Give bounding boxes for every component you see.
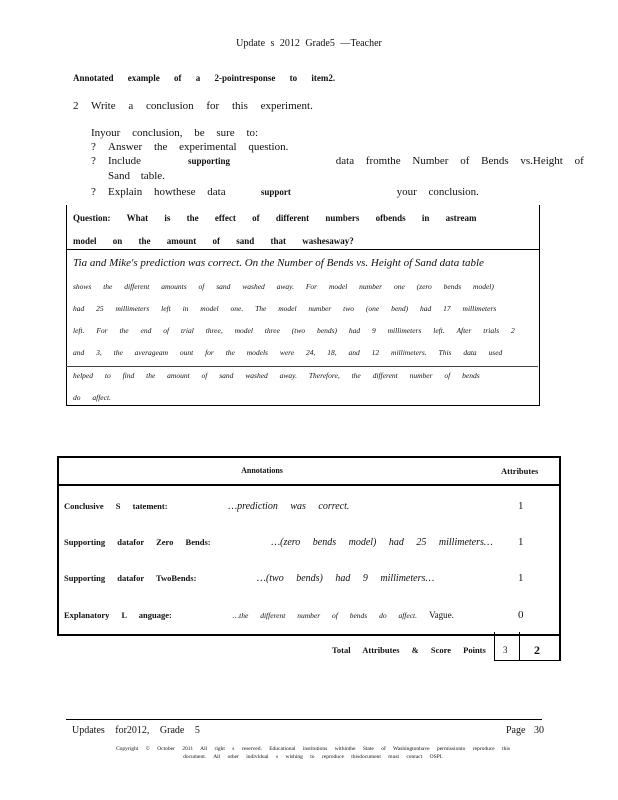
footer-divider (66, 719, 542, 720)
bullet-text-post: your conclusion. (396, 186, 479, 198)
row-value-tail: Vague. (429, 610, 454, 620)
bullet-text-pre: Include (108, 155, 141, 167)
table-header-attributes: Attributes (501, 466, 539, 476)
bullet-include (91, 155, 584, 167)
bullet-bold-word: support (260, 187, 291, 197)
bullet-include-cont: Sand table. (108, 170, 165, 182)
row-points: 1 (518, 500, 524, 512)
response-divider (66, 249, 539, 250)
annotated-example-title: Annotated example of a 2-pointresponse to item2. (73, 73, 336, 83)
response-line: left. For the end of trial three, model three (two bends) had 9 millimeters left. After trials 2 (73, 326, 515, 335)
table-row (64, 610, 454, 620)
page-header: Update s 2012 Grade5 —Teacher (236, 38, 382, 49)
bullet-text: Answer the experimental question. (108, 141, 289, 153)
bullet-bold-word: supporting (187, 156, 231, 166)
table-header-divider (57, 484, 561, 486)
question-instruction: Inyour conclusion, be sure to: (91, 127, 259, 139)
question-number: 2 (73, 100, 79, 112)
row-points: 0 (518, 609, 524, 621)
response-line: helped to find the amount of sand washed away. Therefore, the different number of bends (73, 371, 480, 380)
row-value: …the different number of bends do affect. (232, 611, 417, 620)
copyright-line: Copyright © October 2011 All right s reserved. Educational institutions withinthe State of Washingtonhave permissionto reproduce this (115, 746, 511, 752)
bullet-mark: ? (91, 186, 96, 198)
question-text: Write a conclusion for this experiment. (91, 100, 313, 112)
response-faint-divider (66, 366, 538, 367)
page-number: Page 30 (506, 725, 544, 736)
bullet-explain (91, 186, 479, 198)
row-label: Supporting datafor TwoBends: (64, 573, 197, 583)
response-line: had 25 millimeters left in model one. The model number two (one bend) had 17 millimeters (73, 304, 497, 313)
copyright-notice (88, 745, 538, 761)
copyright-line: document. All other individual s wishing to reproduce thisdocument must contact OSPI. (183, 754, 443, 760)
footer-left: Updates for2012, Grade 5 (72, 725, 200, 736)
response-question-line2: model on the amount of sand that washesaway? (73, 236, 354, 246)
row-label: Supporting datafor Zero Bends: (64, 537, 211, 547)
bullet-text-post: data fromthe Number of Bends vs.Height of (335, 155, 584, 167)
table-header-annotations: Annotations (241, 466, 283, 475)
total-label: Total Attributes & Score Points (332, 645, 486, 655)
total-score: 2 (534, 643, 540, 657)
bullet-mark: ? (91, 141, 96, 153)
total-attributes: 3 (503, 645, 508, 655)
total-right-border (559, 632, 561, 661)
response-line: and 3, the averageam ount for the models were 24, 18, and 12 millimeters. This data used (73, 348, 503, 357)
bullet-text-pre: Explain howthese data (108, 186, 226, 198)
total-bottom-border (494, 660, 561, 661)
response-line: do affect. (73, 393, 111, 402)
bullet-answer (91, 141, 288, 153)
row-label: Explanatory L anguage: (64, 610, 172, 620)
row-points: 1 (518, 572, 524, 584)
row-value: …(two bends) had 9 millimeters… (257, 573, 435, 584)
bullet-mark: ? (91, 155, 96, 167)
table-row (64, 501, 349, 512)
table-row (64, 537, 493, 548)
response-line-first: Tia and Mike's prediction was correct. On the Number of Bends vs. Height of Sand data table (73, 257, 484, 269)
total-left-border (494, 632, 495, 660)
row-points: 1 (518, 536, 524, 548)
row-value: …(zero bends model) had 25 millimeters… (271, 537, 493, 548)
row-label: Conclusive S tatement: (64, 501, 168, 511)
response-line: shows the different amounts of sand washed away. For model number one (zero bends model) (73, 282, 494, 291)
response-question-line1: Question: What is the effect of different numbers ofbends in astream (73, 213, 477, 223)
row-value: …prediction was correct. (228, 501, 350, 512)
total-mid-border (519, 632, 520, 660)
table-row (64, 573, 434, 584)
